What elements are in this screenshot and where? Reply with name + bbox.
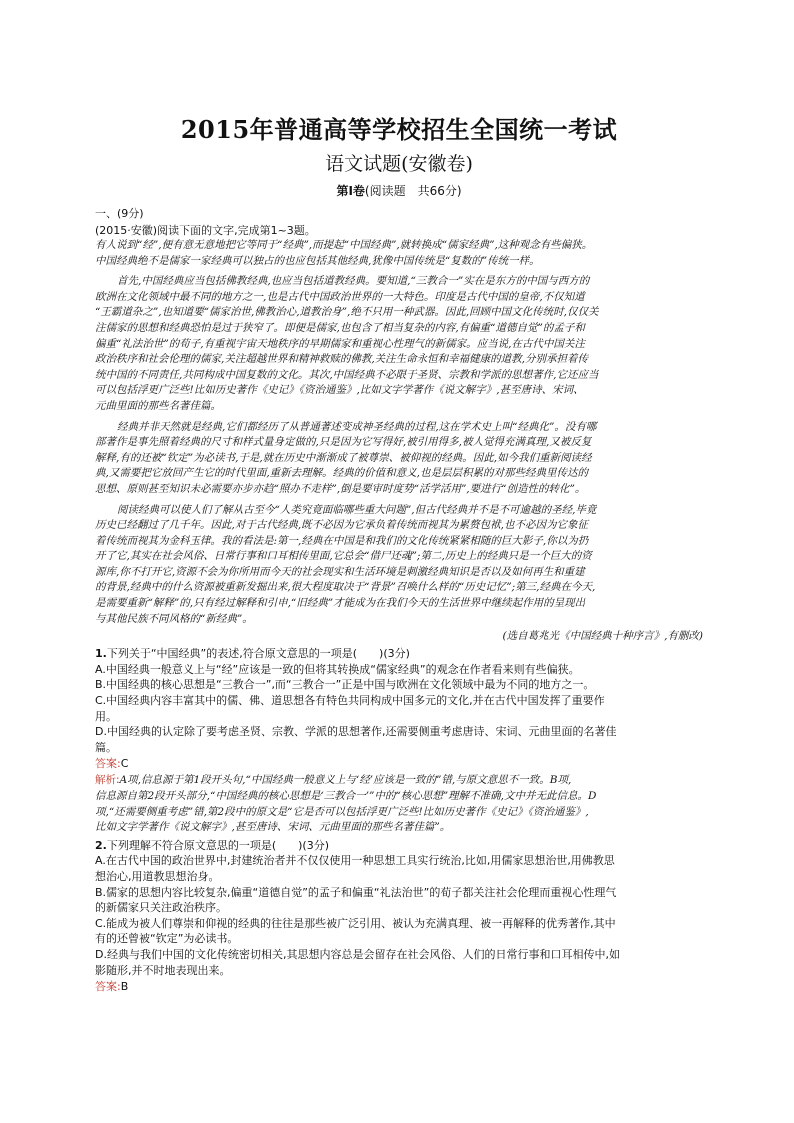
answer-label: 答案:: [95, 980, 121, 994]
passage-line: “王霸道杂之”,也知道要“儒家治世,佛教治心,道教治身”,绝不只用一种武器。因此,回顾中国文化传统时,仅仅关: [95, 306, 599, 319]
question-1: [95, 646, 703, 836]
passage-line: 元曲里面的那些名著佳篇。: [95, 399, 221, 412]
option-line: B.中国经典的核心思想是“三教合一”,而“三教合一”正是中国与欧洲在文化领域中最为不同的地方之一。: [95, 678, 595, 692]
reading-instruction: (2015·安徽)阅读下面的文字,完成第1~3题。: [95, 224, 316, 237]
passage-line: 阅读经典可以使人们了解从古至今“人类究竟面临哪些重大问题”,但古代经典并不是不可逾越的圣经,毕竟: [117, 503, 597, 516]
explanation-line: [95, 773, 703, 789]
option-line: 影随形,并不时地表现出来。: [95, 963, 231, 977]
question-2-stem: [95, 838, 703, 854]
exam-title: 2015年普通高等学校招生全国统一考试: [180, 115, 618, 144]
answer-value: B: [120, 980, 129, 994]
option-line: C.中国经典内容丰富其中的儒、佛、道思想各有特色共同构成中国多元的文化,并在古代中国发挥了重要作: [95, 694, 605, 708]
passage-line: 部著作是事先照着经典的尺寸和样式量身定做的,只是因为它写得好,被引用得多,被人觉得充满真理,又被反复: [95, 436, 592, 449]
passage-line: 首先,中国经典应当包括佛教经典,也应当包括道教经典。要知道,“三教合一”实在是东方的中国与西方的: [117, 275, 590, 288]
question-1-stem: [95, 646, 703, 662]
passage-line: 政治秩序和社会伦理的儒家,关注超越世界和精神救赎的佛教,关注生命永恒和幸福健康的道教,分别承担着传: [95, 353, 589, 366]
explanation-text: A项,信息源于第1段开头句,“中国经典一般意义上与‘经’应该是一致的”错,与原文意思不一致。B项,: [119, 774, 572, 787]
option-line: B.儒家的思想内容比较复杂,偏重“道德自觉”的孟子和偏重“礼法治世”的荀子都关注社会伦理而重视心性理气: [95, 885, 617, 899]
passage-line: 偏重“礼法治世”的荀子,有重视宇宙天地秩序的早期儒家和重视心性理气的新儒家。应当说,在古代中国关注: [95, 337, 585, 350]
passage-line: 的背景,经典中的什么资源被重新发掘出来,很大程度取决于“背景”召唤什么样的“历史记忆”;第三,经典在今天,: [95, 581, 596, 594]
passage-line: 注儒家的思想和经典恐怕是过于狭窄了。即便是儒家,也包含了相当复杂的内容,有偏重“道德自觉”的孟子和: [95, 321, 585, 334]
option-line: 想治心,用道教思想治身。: [95, 869, 220, 883]
option-line: 有的还曾被“钦定”为必读书。: [95, 932, 239, 946]
reading-passage: [95, 238, 703, 627]
explanation-line: 信息源自第2段开头部分,“中国经典的核心思想是‘三教合一’”中的“核心思想”理解不准确,文中并无此信息。D: [95, 790, 597, 802]
passage-line: 中国经典绝不是儒家一家经典可以独占的也应包括其他经典,犹像中国传统是“复数的”传统一样。: [95, 254, 540, 267]
question-1-number: 1.: [95, 647, 107, 661]
passage-line: 与其他民族不同风格的“新经典”。: [95, 612, 253, 625]
passage-line: 经典并非天然就是经典,它们都经历了从普通著述变成神圣经典的过程,这在学术史上叫“经典化”。没有哪: [117, 420, 597, 433]
option-line: C.能成为被人们尊崇和仰视的经典的往往是那些被广泛引用、被认为充满真理、被一再解释的优秀著作,其中: [95, 916, 616, 930]
passage-line: 欧洲在文化领域中最不同的地方之一,也是古代中国政治世界的一大特色。印度是古代中国的皇帝,不仅知道: [95, 290, 585, 303]
passage-line: 历史已经翻过了几千年。因此,对于古代经典,既不必因为它承负着传统而视其为累赘包袱,也不必因为它象征: [95, 519, 589, 532]
answer-label: 答案:: [95, 757, 121, 771]
exam-subtitle: 语文试题(安徽卷): [325, 153, 473, 175]
question-2-number: 2.: [95, 838, 107, 852]
option-line: D.经典与我们中国的文化传统密切相关,其思想内容总是会留存在社会风俗、人们的日常行事和口耳相传中,如: [95, 947, 620, 961]
explanation-label: 解析:: [95, 774, 120, 787]
explanation-line: 比如文字学著作《说文解字》,甚至唐诗、宋词、元曲里面的那些名著佳篇”。: [95, 821, 451, 834]
volume-heading: [95, 182, 703, 200]
passage-line: 有人说到“经”,便有意无意地把它等同于“经典”,而提起“中国经典”,就转换成“儒家经典”,这种观念有些偏狭。: [95, 239, 593, 251]
option-line: D.中国经典的认定除了要考虑圣贤、宗教、学派的思想著作,还需要侧重考虑唐诗、宋词、元曲里面的名著佳: [95, 725, 617, 739]
volume-detail: (阅读题 共66分): [364, 184, 462, 198]
volume-label: 第Ⅰ卷: [336, 184, 365, 198]
passage-line: 统中国的不同责任,共同构成中国复数的文化。其次,中国经典不必限于圣贤、宗教和学派的思想著作,它还应当: [95, 368, 599, 381]
option-line: A.中国经典一般意义上与“经”应该是一致的但将其转换成“儒家经典”的观念在作者看来则有些偏狭。: [95, 662, 580, 676]
question-1-answer: [95, 756, 703, 772]
option-line: A.在古代中国的政治世界中,封建统治者并不仅仅使用一种思想工具实行统治,比如,用儒家思想治世,用佛教思: [95, 854, 615, 868]
explanation-line: 项,“还需要侧重考虑”错,第2段中的原文是“它是否可以包括浮更广泛些!比如历史著作《史记》《资治通鉴》,: [95, 805, 589, 818]
passage-source: (选自葛兆光《中国经典十种序言》,有删改): [502, 630, 703, 643]
passage-line: 着传统而视其为金科玉律。我的看法是:第一,经典在中国是和我们的文化传统紧紧相随的巨大影子,你以为扔: [95, 534, 589, 547]
option-line: 的新儒家只关注政治秩序。: [95, 901, 227, 915]
passage-line: 源库,你不打开它,资源不会为你所用而今天的社会现实和生活环境是刺激经典知识是否以及如何再生和重建: [95, 565, 585, 578]
question-1-text: 下列关于“中国经典”的表述,符合原文意思的一项是( )(3分): [106, 647, 410, 661]
passage-line: 可以包括浮更广泛些!比如历史著作《史记》《资治通鉴》,比如文字学著作《说文解字》,甚至唐诗、宋词、: [95, 384, 584, 397]
option-line: 篇。: [95, 740, 117, 754]
question-2-text: 下列理解不符合原文意思的一项是( )(3分): [106, 838, 330, 852]
passage-line: 解释,有的还被“钦定”为必读书,于是,就在历史中渐渐成了被尊崇、被仰视的经典。因此,如今我们重新阅读经: [95, 451, 592, 464]
section-heading: 一、(9分): [95, 207, 144, 220]
option-line: 用。: [95, 709, 117, 723]
passage-line: 开了它,其实在社会风俗、日常行事和口耳相传里面,它总会“借尸还魂”;第二,历史上的经典只是一个巨大的资: [95, 550, 592, 563]
passage-line: 思想、原则甚至知识未必需要亦步亦趋“照办不走样”,倒是要审时度势“活学活用”,要进行“创造性的转化”。: [95, 482, 586, 495]
passage-line: 是需要重新“解释”的,只有经过解释和引申,“旧经典”才能成为在我们今天的生活世界中继续起作用的呈现出: [95, 597, 586, 610]
exam-body: [95, 202, 703, 996]
question-2: [95, 838, 703, 995]
passage-line: 典,又需要把它放回产生它的时代里面,重新去理解。经典的价值和意义,也是层层积累的对那些经典里传达的: [95, 467, 589, 480]
question-2-answer: [95, 979, 703, 995]
answer-value: C: [120, 757, 129, 771]
